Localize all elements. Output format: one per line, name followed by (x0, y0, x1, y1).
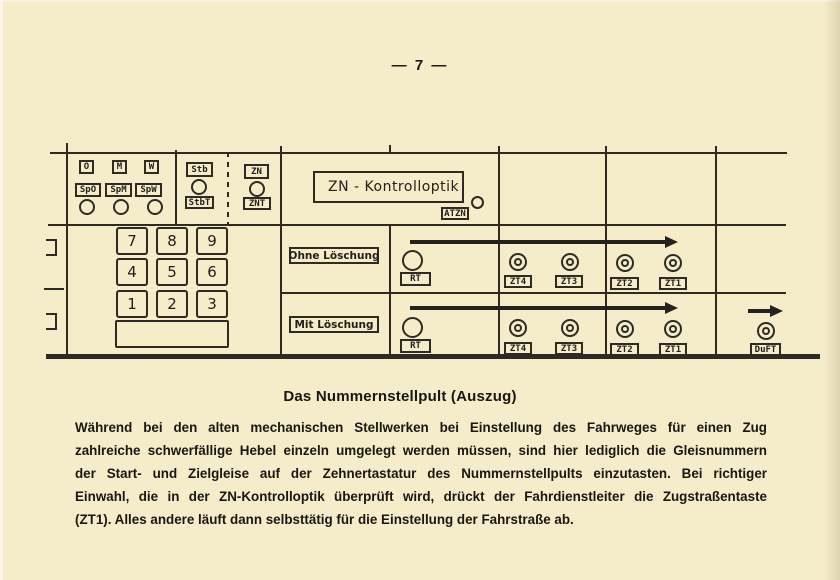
flow-arrow-icon (410, 302, 678, 314)
keypad-key: 9 (196, 227, 228, 255)
column-divider (715, 146, 717, 356)
tag-spw: SpW (135, 183, 162, 197)
keypad-key: 3 (196, 290, 228, 318)
tag-stbt: StbT (185, 196, 214, 209)
zt1-lamp-icon (664, 254, 682, 272)
body-line: der Start- und Zielgleise auf der Zehnertastatur des Nummernstellpults einzutasten. Bei richtiger (75, 466, 767, 481)
margin-bracket (46, 313, 57, 330)
flow-arrow-icon (410, 236, 678, 248)
tag-spo: SpO (75, 183, 101, 197)
spo-lamp-icon (79, 199, 95, 215)
tag-spm: SpM (105, 183, 132, 197)
column-divider (389, 224, 391, 356)
arrow-head (770, 305, 783, 317)
panel-left-border (66, 143, 68, 357)
lamp-inner (621, 259, 629, 267)
tag-zt3: ZT3 (555, 342, 583, 355)
tag-o: O (79, 160, 94, 174)
zn-lamp-icon (249, 181, 265, 197)
body-line: Während bei den alten mechanischen Stellwerken bei Einstellung des Fahrweges für einen Zug (75, 420, 767, 435)
zt4-lamp-icon (509, 319, 527, 337)
zt2-lamp-icon (616, 254, 634, 272)
lamp-inner (669, 259, 677, 267)
lamp-inner (514, 258, 522, 266)
tag-zt4: ZT4 (504, 275, 532, 288)
margin-bracket (46, 239, 57, 256)
panel-top-line (50, 152, 787, 154)
spm-lamp-icon (113, 199, 129, 215)
tag-zt1: ZT1 (659, 277, 687, 290)
figure-caption: Das Nummernstellpult (Auszug) (283, 388, 517, 405)
tag-rt: RT (400, 272, 431, 286)
zt1-lamp-icon (664, 320, 682, 338)
arrow-head (665, 236, 678, 248)
scan-edge (0, 0, 3, 580)
tag-atzn: ATZN (441, 207, 469, 220)
zt3-lamp-icon (561, 319, 579, 337)
tag-duft: DuFT (750, 343, 781, 356)
scan-edge (0, 0, 840, 2)
column-divider (175, 150, 177, 226)
duft-lamp-icon (757, 322, 775, 340)
row-label-mit-loeschung: Mit Löschung (289, 316, 379, 333)
arrow-head (665, 302, 678, 314)
left-stub-line (44, 288, 64, 290)
tag-zt2: ZT2 (610, 343, 639, 356)
spw-lamp-icon (147, 199, 163, 215)
row-divider-line (281, 292, 786, 294)
keypad-key: 6 (196, 258, 228, 286)
lamp-inner (762, 327, 770, 335)
lamp-inner (514, 324, 522, 332)
keypad-key: 7 (116, 227, 148, 255)
tag-m: M (112, 160, 127, 174)
tag-rt: RT (400, 339, 431, 353)
lamp-inner (621, 325, 629, 333)
scan-edge-shadow (824, 0, 840, 580)
arrow-shaft (410, 240, 668, 244)
column-divider (280, 146, 282, 356)
column-tick (389, 145, 391, 154)
body-line: (ZT1). Alles andere läuft dann selbsttätig für die Einstellung der Fahrstraße ab. (75, 512, 574, 527)
zn-kontrolloptik-box: ZN - Kontrolloptik (313, 171, 464, 203)
keypad-key: 4 (116, 258, 148, 286)
zt3-lamp-icon (561, 253, 579, 271)
body-paragraph (75, 416, 767, 531)
atzn-lamp-icon (471, 196, 484, 209)
keypad-key: 8 (156, 227, 188, 255)
body-line: Einwahl, die in der ZN-Kontrolloptik überprüft wird, drückt der Fahrdienstleiter die Zugstraßentaste (75, 489, 767, 504)
panel-bottom-line (46, 354, 820, 359)
panel-second-line (48, 224, 786, 226)
column-divider-dashed (227, 152, 229, 226)
keypad-key: 5 (156, 258, 188, 286)
tag-zt3: ZT3 (555, 275, 583, 288)
tag-stb: Stb (186, 162, 213, 177)
lamp-inner (566, 258, 574, 266)
column-divider (498, 146, 500, 356)
tag-zt1: ZT1 (659, 343, 687, 356)
arrow-shaft (410, 306, 668, 310)
page-number: — 7 — (391, 57, 449, 74)
zt4-lamp-icon (509, 253, 527, 271)
tag-w: W (144, 160, 159, 174)
tag-zt2: ZT2 (610, 277, 639, 290)
keypad-blank-key (115, 320, 229, 348)
tag-zt4: ZT4 (504, 342, 532, 355)
rt-lamp-icon (402, 317, 423, 338)
row-label-ohne-loeschung: Ohne Löschung (289, 247, 379, 264)
column-divider (605, 146, 607, 356)
lamp-inner (566, 324, 574, 332)
body-line: zahlreiche schwerfällige Hebel einzeln umgelegt werden müssen, sind hier lediglich die Gleisnummern (75, 443, 767, 458)
stb-lamp-icon (191, 179, 207, 195)
keypad-key: 2 (156, 290, 188, 318)
tag-znt: ZNT (243, 197, 271, 210)
keypad-key: 1 (116, 290, 148, 318)
rt-lamp-icon (402, 250, 423, 271)
lamp-inner (669, 325, 677, 333)
flow-arrow-icon (748, 305, 783, 317)
zt2-lamp-icon (616, 320, 634, 338)
tag-zn: ZN (244, 164, 269, 179)
